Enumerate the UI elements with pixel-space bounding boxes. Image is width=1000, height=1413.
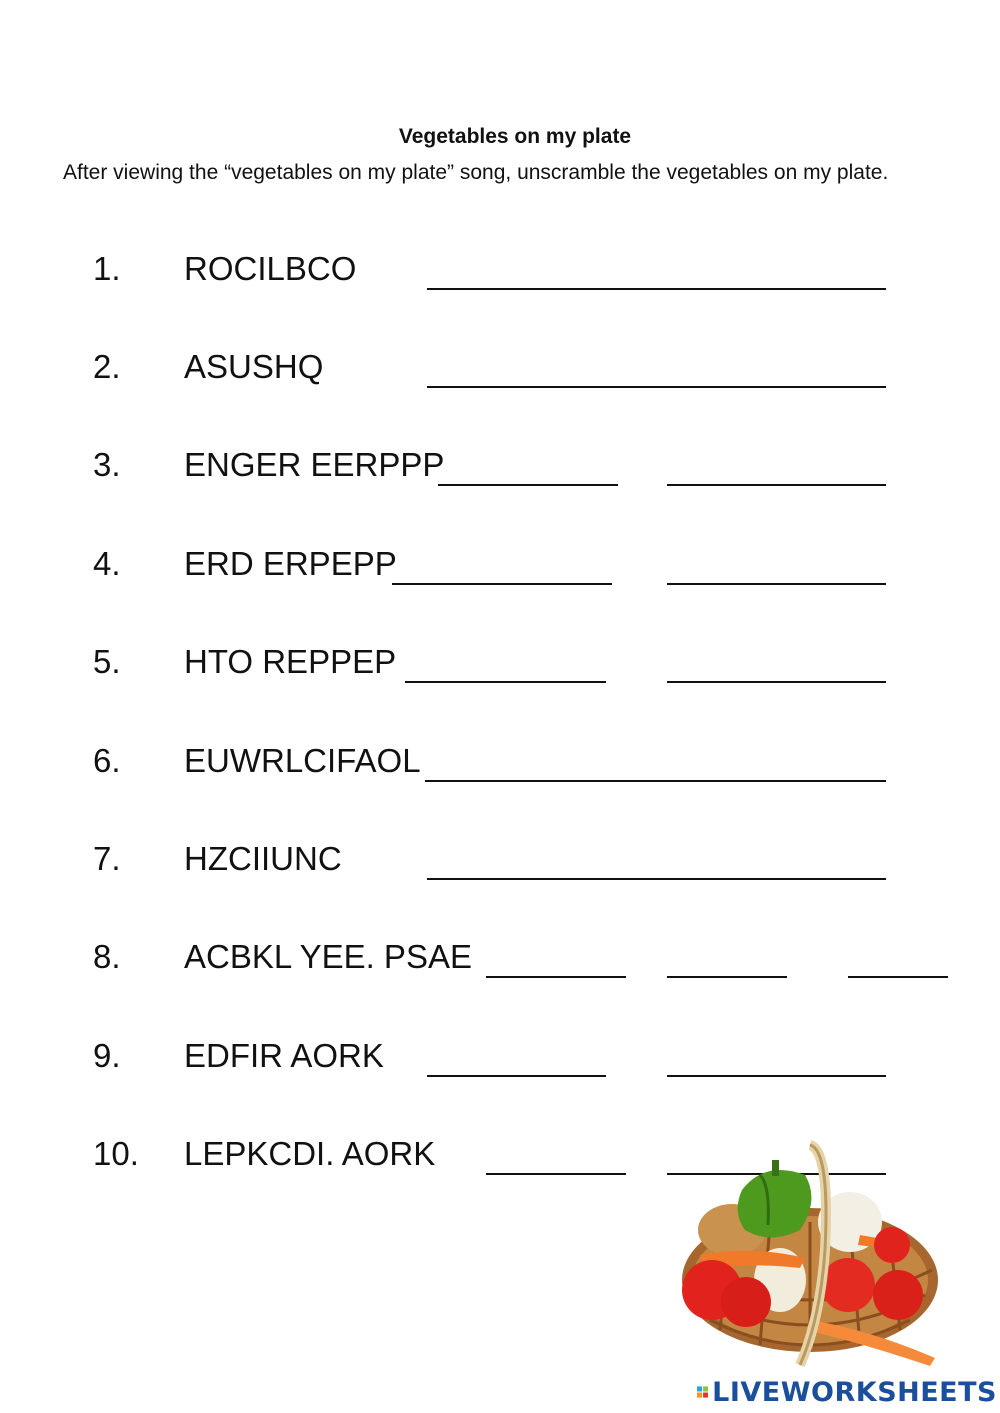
item-number: 4.: [93, 545, 121, 582]
vegetable-basket-image: [660, 1130, 960, 1380]
scrambled-word: HZCIIUNC: [184, 840, 342, 877]
scrambled-word: ROCILBCO: [184, 250, 357, 287]
answer-line[interactable]: [667, 976, 787, 978]
answer-line[interactable]: [438, 484, 618, 486]
answer-line[interactable]: [405, 681, 606, 683]
answer-line[interactable]: [667, 681, 886, 683]
answer-line[interactable]: [425, 780, 886, 782]
answer-line[interactable]: [848, 976, 948, 978]
item-number: 9.: [93, 1037, 121, 1074]
answer-line[interactable]: [667, 583, 886, 585]
answer-line[interactable]: [486, 976, 626, 978]
list-item: [0, 938, 1000, 988]
liveworksheets-logo: [697, 1375, 997, 1409]
answer-line[interactable]: [392, 583, 612, 585]
scrambled-word: ASUSHQ: [184, 348, 324, 385]
list-item: [0, 348, 1000, 398]
item-number: 2.: [93, 348, 121, 385]
list-item: [0, 446, 1000, 496]
list-item: [0, 545, 1000, 595]
answer-line[interactable]: [667, 1075, 886, 1077]
list-item: [0, 643, 1000, 693]
scrambled-word: EDFIR AORK: [184, 1037, 384, 1074]
list-item: [0, 1037, 1000, 1087]
answer-line[interactable]: [427, 386, 886, 388]
liveworksheets-icon: [697, 1381, 708, 1403]
scrambled-word: EUWRLCIFAOL: [184, 742, 421, 779]
brand-name: LIVEWORKSHEETS: [712, 1376, 997, 1408]
scrambled-word: ENGER EERPPP: [184, 446, 445, 483]
answer-line[interactable]: [427, 288, 886, 290]
item-number: 1.: [93, 250, 121, 287]
list-item: [0, 742, 1000, 792]
scrambled-word: HTO REPPEP: [184, 643, 397, 680]
answer-line[interactable]: [427, 1075, 606, 1077]
answer-line[interactable]: [667, 484, 886, 486]
instructions: After viewing the “vegetables on my plate” song, unscramble the vegetables on my plate.: [63, 161, 889, 184]
scrambled-word: ERD ERPEPP: [184, 545, 397, 582]
list-item: [0, 250, 1000, 300]
item-number: 8.: [93, 938, 121, 975]
item-number: 6.: [93, 742, 121, 779]
scrambled-word: LEPKCDI. AORK: [184, 1135, 436, 1172]
answer-line[interactable]: [427, 878, 886, 880]
list-item: [0, 840, 1000, 890]
item-number: 10.: [93, 1135, 139, 1172]
answer-line[interactable]: [486, 1173, 626, 1175]
item-number: 5.: [93, 643, 121, 680]
worksheet-title: Vegetables on my plate: [398, 125, 632, 148]
item-number: 7.: [93, 840, 121, 877]
item-number: 3.: [93, 446, 121, 483]
scrambled-word: ACBKL YEE. PSAE: [184, 938, 472, 975]
